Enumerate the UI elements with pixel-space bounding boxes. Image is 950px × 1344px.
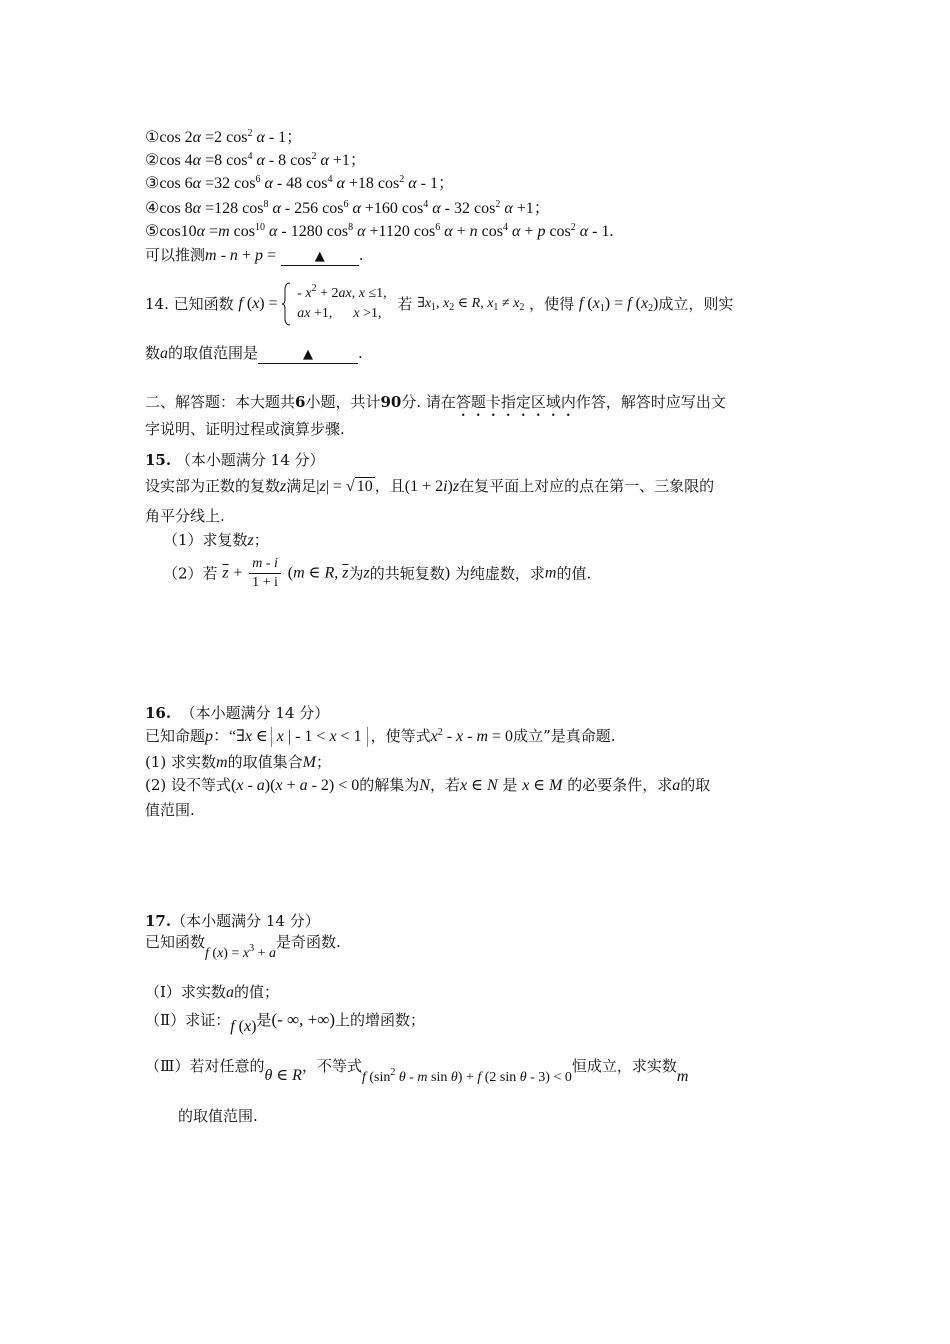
q16-p1b: 的取值集合: [227, 753, 303, 771]
piecewise-brace: [282, 282, 292, 326]
q14-line2b: 的取值范围是: [168, 344, 259, 362]
q16-p2c: ，若: [429, 776, 460, 794]
q15-zbar: $\overline{z}$: [222, 564, 229, 582]
q15-l1b: 满足: [286, 477, 317, 495]
q15-l1c: ，且: [374, 477, 405, 495]
triangle-marker-icon: ▲: [303, 347, 314, 362]
brace-icon: [282, 282, 292, 326]
q17-theta: θ ∈ R: [264, 1067, 302, 1084]
q14-prefix: 14. 已知函数: [145, 295, 234, 313]
q17-interval: (- ∞, +∞): [271, 1010, 335, 1029]
q16-eq: $x^2 - x - m = 0$: [430, 727, 514, 745]
q17-p3c: 恒成立，求实数: [571, 1057, 677, 1075]
question-17-part1: [145, 982, 279, 1003]
q15-frac-num: m - i: [249, 555, 281, 574]
question-16-part2: [145, 775, 710, 796]
s2-count: 6: [295, 393, 306, 411]
s2-score: 90: [380, 393, 402, 411]
section-2-line2: 字说明、证明过程或演算步骤.: [145, 420, 345, 438]
q17-p3m: m: [676, 1068, 689, 1085]
identity-2: ②cos 4α =8 $\cos^4 \alpha - 8$ $\cos^2 \alpha +1$；: [145, 151, 366, 169]
question-17-part2: [145, 1010, 425, 1040]
q14-mid: ，使得: [529, 295, 575, 313]
q17-p1b: 的值；: [233, 983, 279, 1001]
s2-dotted: 答题卡指定区域内: [455, 393, 576, 411]
s2-a: 二、解答题：本大题共: [145, 393, 296, 411]
q16-p1m: m: [216, 754, 228, 771]
q14-end: .: [358, 344, 363, 362]
q17-score: （本小题满分 14 分）: [171, 912, 320, 930]
infer-text: 可以推测: [145, 246, 206, 264]
identity-3: ③cos 6α =32 $\cos^6 \alpha - 48$ $\cos^4 \alpha +18$ $\cos^2 \alpha - 1$；: [145, 174, 455, 192]
q17-num: 17.: [145, 912, 172, 930]
s2-d: 作答，解答时应写出文: [575, 393, 726, 411]
q16-ineq: (x - a)(x + a - 2) < 0: [231, 777, 360, 794]
infer-line: 可以推测m - n + p = ▲ .: [145, 246, 364, 264]
q16-p1a: (1) 求实数: [145, 753, 217, 771]
q15-sqrt: 10: [356, 478, 373, 495]
q17-p2a: （Ⅱ）求证：: [145, 1011, 231, 1029]
q16-p1c: ；: [315, 753, 331, 771]
identity-1: ①cos 2α =2 $\cos^2 \alpha - 1$；: [145, 128, 303, 146]
q14-cond-pre: 若: [397, 295, 413, 313]
q16-l1a: 已知命题: [145, 727, 206, 745]
q16-exists: ：“∃x ∈: [213, 728, 268, 745]
q16-l1d: 成立”是真命题.: [513, 727, 616, 745]
q15-abs: |z| = √ 10: [316, 478, 373, 495]
q15-p2mid2: 为: [348, 564, 364, 583]
s2-c: 分. 请在: [401, 393, 456, 411]
q16-p: p: [205, 728, 214, 745]
question-14-line2: [145, 343, 363, 364]
q16-p2N: N: [419, 777, 430, 794]
question-14-line1: [145, 282, 733, 330]
q16-p2f: 的取: [680, 776, 711, 794]
answer-blank-13: [281, 247, 359, 266]
question-16-line-end: 值范围.: [145, 801, 195, 819]
q14-line2a: 数: [145, 344, 161, 362]
question-17-line1: [145, 932, 341, 964]
q17-p3a: （Ⅲ）若对任意的: [145, 1057, 265, 1075]
q17-p3b: ，不等式: [301, 1057, 362, 1075]
q15-p2mid3: 的共轭复数: [369, 564, 445, 583]
question-15-line1: 设实部为正数的复数z满足|z| = √ 10 ，且(1 + 2i)z在复平面上对应的点在第一、三象限的: [145, 477, 715, 495]
question-17-part3: [145, 1056, 688, 1088]
q15-num: 15.: [145, 451, 172, 469]
question-16-part1: [145, 752, 331, 773]
q14-fx: f (x) =: [238, 295, 278, 312]
q16-num: 16.: [145, 704, 172, 722]
question-15-header: [145, 450, 325, 470]
q15-p2m: m: [544, 564, 557, 582]
q14-tail: 成立，则实: [658, 295, 734, 313]
q17-p1a: （Ⅰ）求实数: [145, 983, 226, 1001]
q16-p2b: 的解集为: [359, 776, 420, 794]
question-17-header: [145, 911, 320, 931]
section-2-line1: [145, 392, 726, 420]
q14-cond: $\exists x_1$, $x_2$ ∈ R, $x_1 \ne x_2$: [417, 296, 525, 313]
question-15-part1: [163, 530, 269, 551]
q15-p1z: z: [247, 532, 254, 549]
q17-p2b: 是: [256, 1011, 272, 1029]
q16-p2a: (2) 设不等式: [145, 776, 232, 794]
q15-cond: (m ∈ R, $\overline{z}$: [287, 564, 349, 582]
q16-p1M: M: [302, 754, 316, 771]
q17-p2fx: f (x): [230, 1018, 257, 1035]
q16-l1c: ，使等式: [370, 727, 431, 745]
infer-expr: m - n + p =: [205, 247, 276, 264]
q15-p2fin: 的值.: [556, 564, 592, 583]
q17-p2c: 上的增函数；: [335, 1011, 426, 1029]
q16-p2e: 的必要条件，求: [567, 776, 673, 794]
q14-var-a: a: [160, 345, 169, 362]
triangle-marker-icon: ▲: [314, 249, 325, 264]
q15-frac-den: 1 + i: [252, 575, 278, 590]
q15-p1end: ；: [253, 531, 269, 549]
question-16-header: [145, 703, 329, 723]
q17-l1b: 是奇函数.: [275, 933, 341, 951]
question-15-line2: 角平分线上.: [145, 507, 225, 525]
case-1: - $x^2 + 2ax$, x ≤1,: [297, 283, 387, 301]
q15-score: （本小题满分 14 分）: [175, 451, 325, 469]
q15-p2end: 为纯虚数，求: [454, 564, 545, 583]
q16-score: （本小题满分 14 分）: [180, 704, 330, 722]
q15-p1: （1）求复数: [163, 531, 248, 549]
q17-ineq: f ($\sin^2$ θ - m sin θ) + f (2 sin θ - 3) < 0: [361, 1067, 572, 1085]
question-16-line1: [145, 726, 616, 747]
s2-b: 小题，共计: [305, 393, 381, 411]
q16-p2a-var: a: [672, 777, 681, 794]
q17-l1a: 已知函数: [145, 933, 206, 951]
q17-p1var: a: [225, 984, 234, 1001]
q16-x-in-m: x ∈ M: [522, 777, 563, 794]
q16-x-in-n: x ∈ N: [459, 777, 498, 794]
piecewise-cases: [297, 284, 386, 324]
q17-fx: f $(x) = x^3 + a$: [205, 943, 276, 961]
q14-eq: f $(x_1) = f$ $(x_2)$: [578, 295, 659, 314]
q15-l1a: 设实部为正数的复数: [145, 477, 281, 495]
answer-blank-14: [258, 345, 358, 364]
q16-set: x | - 1 < x < 1: [271, 727, 368, 747]
q15-fraction: [249, 555, 281, 592]
question-17-line-end: 的取值范围.: [178, 1107, 258, 1125]
case-2: ax +1, x >1,: [297, 306, 382, 321]
identity-4: ④cos 8α =128 $\cos^8 \alpha - 256$ $\cos^6 \alpha +160$ $\cos^4 \alpha - 32$ $\cos^2 \alpha +1$；: [145, 199, 550, 217]
q16-p2d: 是: [502, 776, 518, 794]
q15-p2a: （2）若: [163, 564, 218, 583]
identity-5: ⑤cos10α =m $\cos^{10} \alpha - 1280$ $\cos^8 \alpha +1120$ $\cos^6 \alpha + n$ $\cos^4 \alpha + p$ $\cos^2 \alpha - 1$.: [145, 222, 614, 240]
q15-expr: (1 + 2i)z: [404, 478, 460, 495]
question-15-part2: （2）若 $\overline{z}$ + $\frac{m - i}{1 + i}$ (m ∈ R, $\overline{z}$为z的共轭复数) 为纯虚数，求m的值.: [163, 556, 592, 590]
q15-l1d: 在复平面上对应的点在第一、三象限的: [459, 477, 715, 495]
